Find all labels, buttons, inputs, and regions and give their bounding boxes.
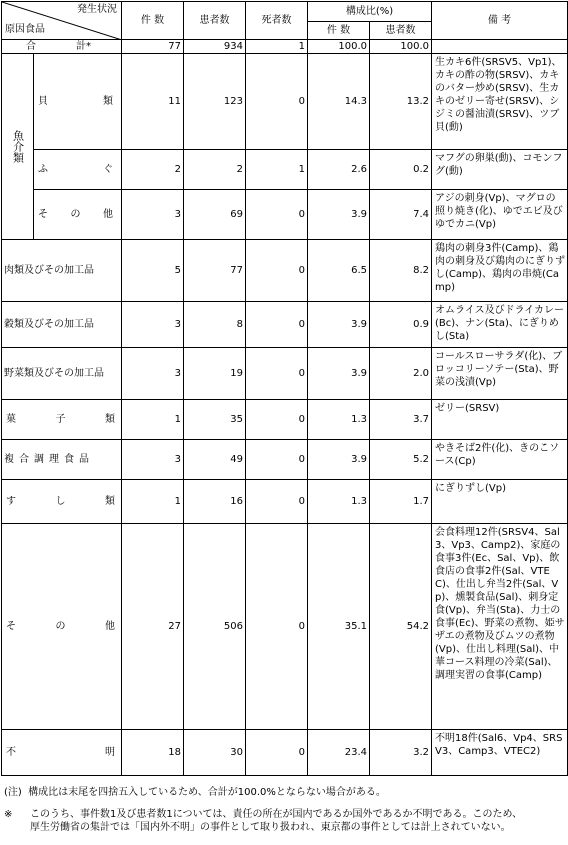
cell-ratio-patients: 54.2	[370, 524, 432, 730]
footnote-1	[4, 786, 386, 799]
cell-ratio-patients: 13.2	[370, 54, 432, 150]
footnote-text-line1: このうち、事件数1及び患者数1については、責任の所在が国内であるか国外であるか不明である。このため、	[30, 809, 523, 820]
cell-cases: 1	[122, 480, 184, 524]
cell-deaths: 0	[246, 480, 308, 524]
footnote-mark: (注)	[4, 787, 22, 798]
table-row-grain	[2, 302, 568, 348]
cell-ratio-patients: 0.9	[370, 302, 432, 348]
cell-deaths: 0	[246, 440, 308, 480]
cell-note: やきそば2件(化)、きのこソース(Cp)	[432, 440, 568, 480]
cell-patients: 35	[184, 400, 246, 440]
cell-note: コールスローサラダ(化)、ブロッコリーソテー(Sta)、野菜の浅漬(Vp)	[432, 348, 568, 400]
row-label: そ の 他	[34, 190, 122, 240]
table-row-fugu	[2, 150, 568, 190]
cell-patients: 934	[184, 40, 246, 54]
cell-ratio-patients: 3.7	[370, 400, 432, 440]
cell-note: ゼリー(SRSV)	[432, 400, 568, 440]
table-row-other	[2, 524, 568, 730]
cell-ratio-cases: 3.9	[308, 348, 370, 400]
cell-note: オムライス及びドライカレー(Bc)、ナン(Sta)、にぎりめし(Sta)	[432, 302, 568, 348]
table-row-sushi	[2, 480, 568, 524]
cell-ratio-patients: 0.2	[370, 150, 432, 190]
cell-patients: 2	[184, 150, 246, 190]
footnote-mark: ※	[4, 809, 13, 820]
header-situation: 発生状況	[77, 4, 117, 15]
cell-deaths: 0	[246, 348, 308, 400]
table-row-shellfish	[2, 54, 568, 150]
table-row-vegetables	[2, 348, 568, 400]
cell-ratio-cases: 100.0	[308, 40, 370, 54]
row-label: 合 計*	[2, 40, 122, 54]
cell-patients: 19	[184, 348, 246, 400]
cell-ratio-patients: 7.4	[370, 190, 432, 240]
cell-cases: 3	[122, 190, 184, 240]
cell-cases: 27	[122, 524, 184, 730]
cell-note: にぎりずし(Vp)	[432, 480, 568, 524]
row-label: す し 類	[2, 480, 122, 524]
cell-ratio-cases: 14.3	[308, 54, 370, 150]
row-label: 貝 類	[34, 54, 122, 150]
table-row-total	[2, 40, 568, 54]
cell-ratio-cases: 23.4	[308, 730, 370, 776]
cell-deaths: 0	[246, 730, 308, 776]
cell-cases: 3	[122, 302, 184, 348]
cell-deaths: 0	[246, 54, 308, 150]
cell-ratio-cases: 3.9	[308, 440, 370, 480]
cell-cases: 5	[122, 240, 184, 302]
cell-ratio-patients: 5.2	[370, 440, 432, 480]
cell-deaths: 0	[246, 302, 308, 348]
row-label: 菓 子 類	[2, 400, 122, 440]
table-row-compound	[2, 440, 568, 480]
row-label: ふ ぐ	[34, 150, 122, 190]
cell-patients: 77	[184, 240, 246, 302]
cell-deaths: 0	[246, 190, 308, 240]
table-row-sweets	[2, 400, 568, 440]
cell-deaths: 0	[246, 524, 308, 730]
header-cases: 件 数	[122, 2, 184, 40]
cell-deaths: 0	[246, 400, 308, 440]
row-label: そ の 他	[2, 524, 122, 730]
cell-patients: 49	[184, 440, 246, 480]
footnote-text: 構成比は末尾を四捨五入しているため、合計が100.0%とならない場合がある。	[28, 787, 386, 798]
cell-ratio-patients: 2.0	[370, 348, 432, 400]
cell-ratio-patients: 100.0	[370, 40, 432, 54]
cell-ratio-cases: 2.6	[308, 150, 370, 190]
row-label: 複合調理食品	[2, 440, 122, 480]
row-label: 穀類及びその加工品	[2, 302, 122, 348]
cell-patients: 123	[184, 54, 246, 150]
cell-ratio-cases: 1.3	[308, 480, 370, 524]
cell-note: 鶏肉の刺身3件(Camp)、鶏肉の刺身及び鶏肉のにぎりずし(Camp)、鶏肉の串焼(Camp)	[432, 240, 568, 302]
header-cause: 原因食品	[5, 24, 45, 35]
cell-note: 会食料理12件(SRSV4、Sal3、Vp3、Camp2)、家庭の食事3件(Ec、Sal、Vp)、飲食店の食事2件(Sal、VTEC)、仕出し弁当2件(Sal、Vp)、燻製食品(Sal)、刺身定食(Vp)、弁当(Sta)、力士の食事(Ec)、野菜の煮物、姫サザエの煮物及びムツの煮物(Vp)、仕出し料理(Sal)、中華コース料理の冷菜(Sal)、調理実習の食事(Camp)	[432, 524, 568, 730]
cell-cases: 18	[122, 730, 184, 776]
cell-deaths: 1	[246, 150, 308, 190]
table-row-unknown	[2, 730, 568, 776]
cell-note: アジの刺身(Vp)、マグロの照り焼き(化)、ゆでエビ及びゆでカニ(Vp)	[432, 190, 568, 240]
cell-note	[432, 40, 568, 54]
row-label: 肉類及びその加工品	[2, 240, 122, 302]
cell-ratio-cases: 1.3	[308, 400, 370, 440]
cell-cases: 77	[122, 40, 184, 54]
footnote-text-line2: 厚生労働省の集計では「国内外不明」の事件として取り扱われ、東京都の事件としては計上されていない。	[30, 822, 511, 833]
cell-patients: 8	[184, 302, 246, 348]
row-label: 野菜類及びその加工品	[2, 348, 122, 400]
table-row-meat	[2, 240, 568, 302]
cell-patients: 506	[184, 524, 246, 730]
cell-note: 不明18件(Sal6、Vp4、SRSV3、Camp3、VTEC2)	[432, 730, 568, 776]
cell-ratio-patients: 1.7	[370, 480, 432, 524]
cell-ratio-cases: 35.1	[308, 524, 370, 730]
cell-ratio-patients: 8.2	[370, 240, 432, 302]
header-ratio-cases: 件 数	[308, 22, 370, 40]
cell-ratio-cases: 3.9	[308, 190, 370, 240]
header-notes: 備 考	[432, 2, 568, 40]
header-corner	[2, 2, 122, 40]
cell-ratio-patients: 3.2	[370, 730, 432, 776]
cell-ratio-cases: 6.5	[308, 240, 370, 302]
footnote-2	[4, 808, 522, 834]
cell-patients: 69	[184, 190, 246, 240]
cell-cases: 2	[122, 150, 184, 190]
header-ratio: 構成比(%)	[308, 2, 432, 22]
header-deaths: 死者数	[246, 2, 308, 40]
seafood-group-label: 魚介類	[2, 54, 34, 240]
cell-cases: 1	[122, 400, 184, 440]
cell-note: 生カキ6件(SRSV5、Vp1)、カキの酢の物(SRSV)、カキのバター炒め(SRSV)、生カキのゼリー寄せ(SRSV)、シジミの醤油漬(SRSV)、ツブ貝(動)	[432, 54, 568, 150]
cell-note: マフグの卵巣(動)、コモンフグ(動)	[432, 150, 568, 190]
cell-patients: 30	[184, 730, 246, 776]
cell-ratio-cases: 3.9	[308, 302, 370, 348]
cell-patients: 16	[184, 480, 246, 524]
header-patients: 患者数	[184, 2, 246, 40]
cell-cases: 3	[122, 440, 184, 480]
table-row-other-seafood	[2, 190, 568, 240]
header-ratio-patients: 患者数	[370, 22, 432, 40]
food-poisoning-table	[1, 1, 568, 776]
cell-cases: 11	[122, 54, 184, 150]
row-label: 不 明	[2, 730, 122, 776]
cell-cases: 3	[122, 348, 184, 400]
cell-deaths: 0	[246, 240, 308, 302]
cell-deaths: 1	[246, 40, 308, 54]
